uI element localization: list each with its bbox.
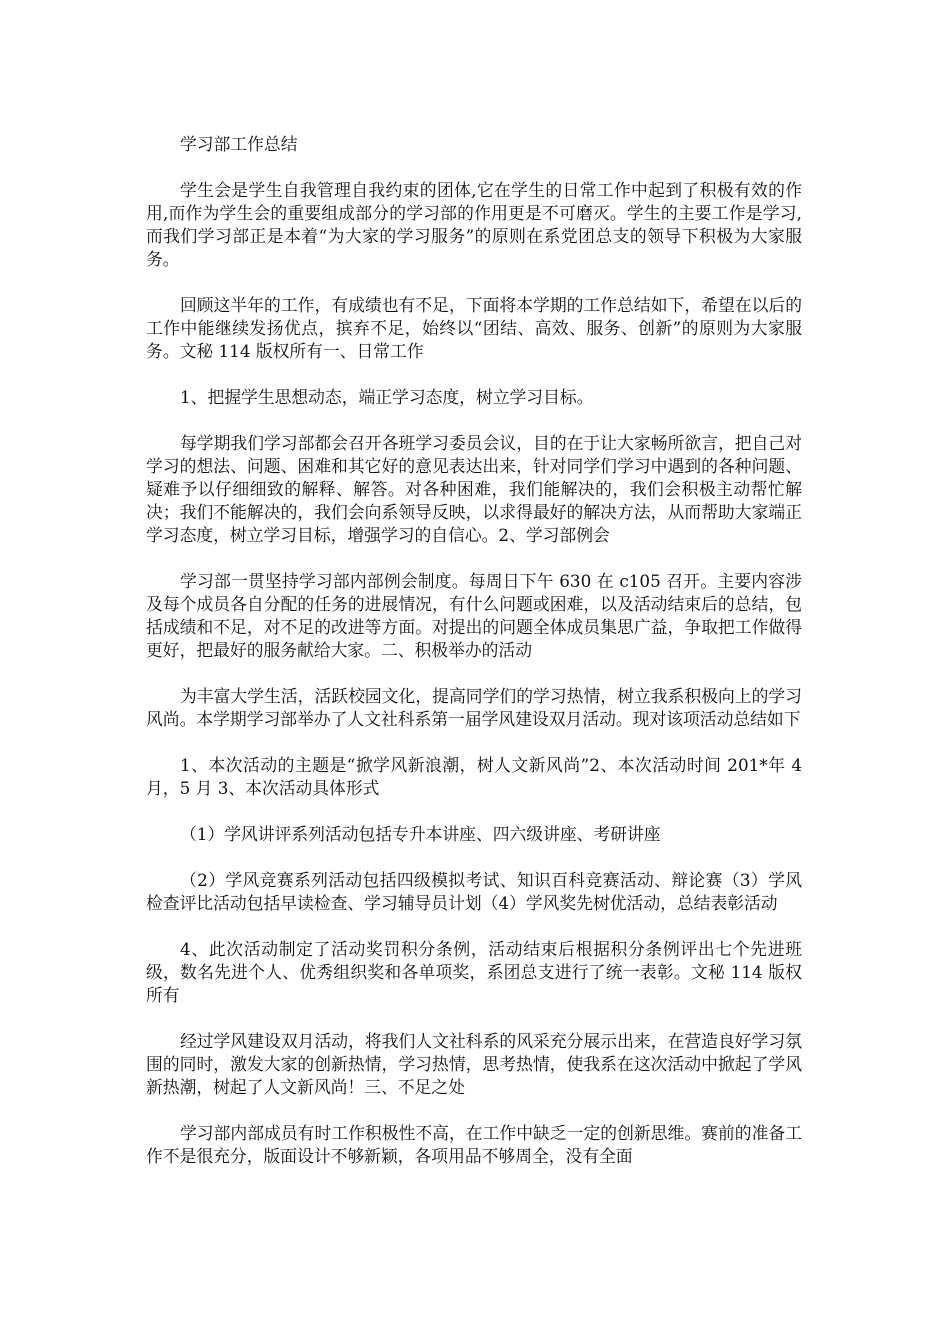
paragraph-shortcomings: 学习部内部成员有时工作积极性不高，在工作中缺乏一定的创新思维。赛前的准备工作不是很充分，版面设计不够新颖，各项用品不够周全，没有全面 [146,1123,802,1166]
paragraph-activity-competitions: （2）学风竞赛系列活动包括四级模拟考试、知识百科竞赛活动、辩论赛（3）学风检查评比活动包括早读检查、学习辅导员计划（4）学风奖先树优活动，总结表彰活动 [146,870,802,913]
paragraph-item-1: 1、把握学生思想动态，端正学习态度，树立学习目标。 [180,387,594,407]
paragraph-intro: 学生会是学生自我管理自我约束的团体,它在学生的日常工作中起到了积极有效的作用,而作为学生会的重要组成部分的学习部的作用更是不可磨灭。学生的主要工作是学习,而我们学习部正是本着“为大家的学习服务”的原则在系党团总支的领导下积极为大家服务。 [146,180,802,269]
paragraph-meetings: 每学期我们学习部都会召开各班学习委员会议，目的在于让大家畅所欲言，把自己对学习的想法、问题、困难和其它好的意见表达出来，针对同学们学习中遇到的各种问题、疑难予以仔细细致的解释、解答。对各种困难，我们能解决的，我们会积极主动帮忙解决；我们不能解决的，我们会向系领导反映，以求得最好的解决方法，从而帮助大家端正学习态度，树立学习目标，增强学习的自信心。2、学习部例会 [146,433,802,545]
paragraph-activity-intro: 为丰富大学生活，活跃校园文化，提高同学们的学习热情，树立我系积极向上的学习风尚。本学期学习部举办了人文社科系第一届学风建设双月活动。现对该项活动总结如下 [146,686,802,729]
paragraph-activity-lectures: （1）学风讲评系列活动包括专升本讲座、四六级讲座、考研讲座 [180,824,661,844]
paragraph-results: 经过学风建设双月活动，将我们人文社科系的风采充分展示出来，在营造良好学习氛围的同时，激发大家的创新热情，学习热情，思考热情，使我系在这次活动中掀起了学风新热潮，树起了人文新风尚！三、不足之处 [146,1031,802,1097]
paragraph-weekly-meeting: 学习部一贯坚持学习部内部例会制度。每周日下午 630 在 c105 召开。主要内容涉及每个成员各自分配的任务的进展情况，有什么问题或困难，以及活动结束后的总结，包括成绩和不足，对不足的改进等方面。对提出的问题全体成员集思广益，争取把工作做得更好，把最好的服务献给大家。二、积极举办的活动 [146,571,802,660]
paragraph-activity-theme: 1、本次活动的主题是“掀学风新浪潮，树人文新风尚”2、本次活动时间 201*年 4 月，5 月 3、本次活动具体形式 [146,755,802,798]
document-page [146,133,802,1168]
paragraph-rewards: 4、此次活动制定了活动奖罚积分条例，活动结束后根据积分条例评出七个先进班级，数名先进个人、优秀组织奖和各单项奖，系团总支进行了统一表彰。文秘 114 版权所有 [146,939,802,1005]
document-title: 学习部工作总结 [180,134,298,154]
paragraph-review: 回顾这半年的工作，有成绩也有不足，下面将本学期的工作总结如下，希望在以后的工作中能继续发扬优点，摈弃不足，始终以“团结、高效、服务、创新”的原则为大家服务。文秘 114 版权所有一、日常工作 [146,295,802,361]
